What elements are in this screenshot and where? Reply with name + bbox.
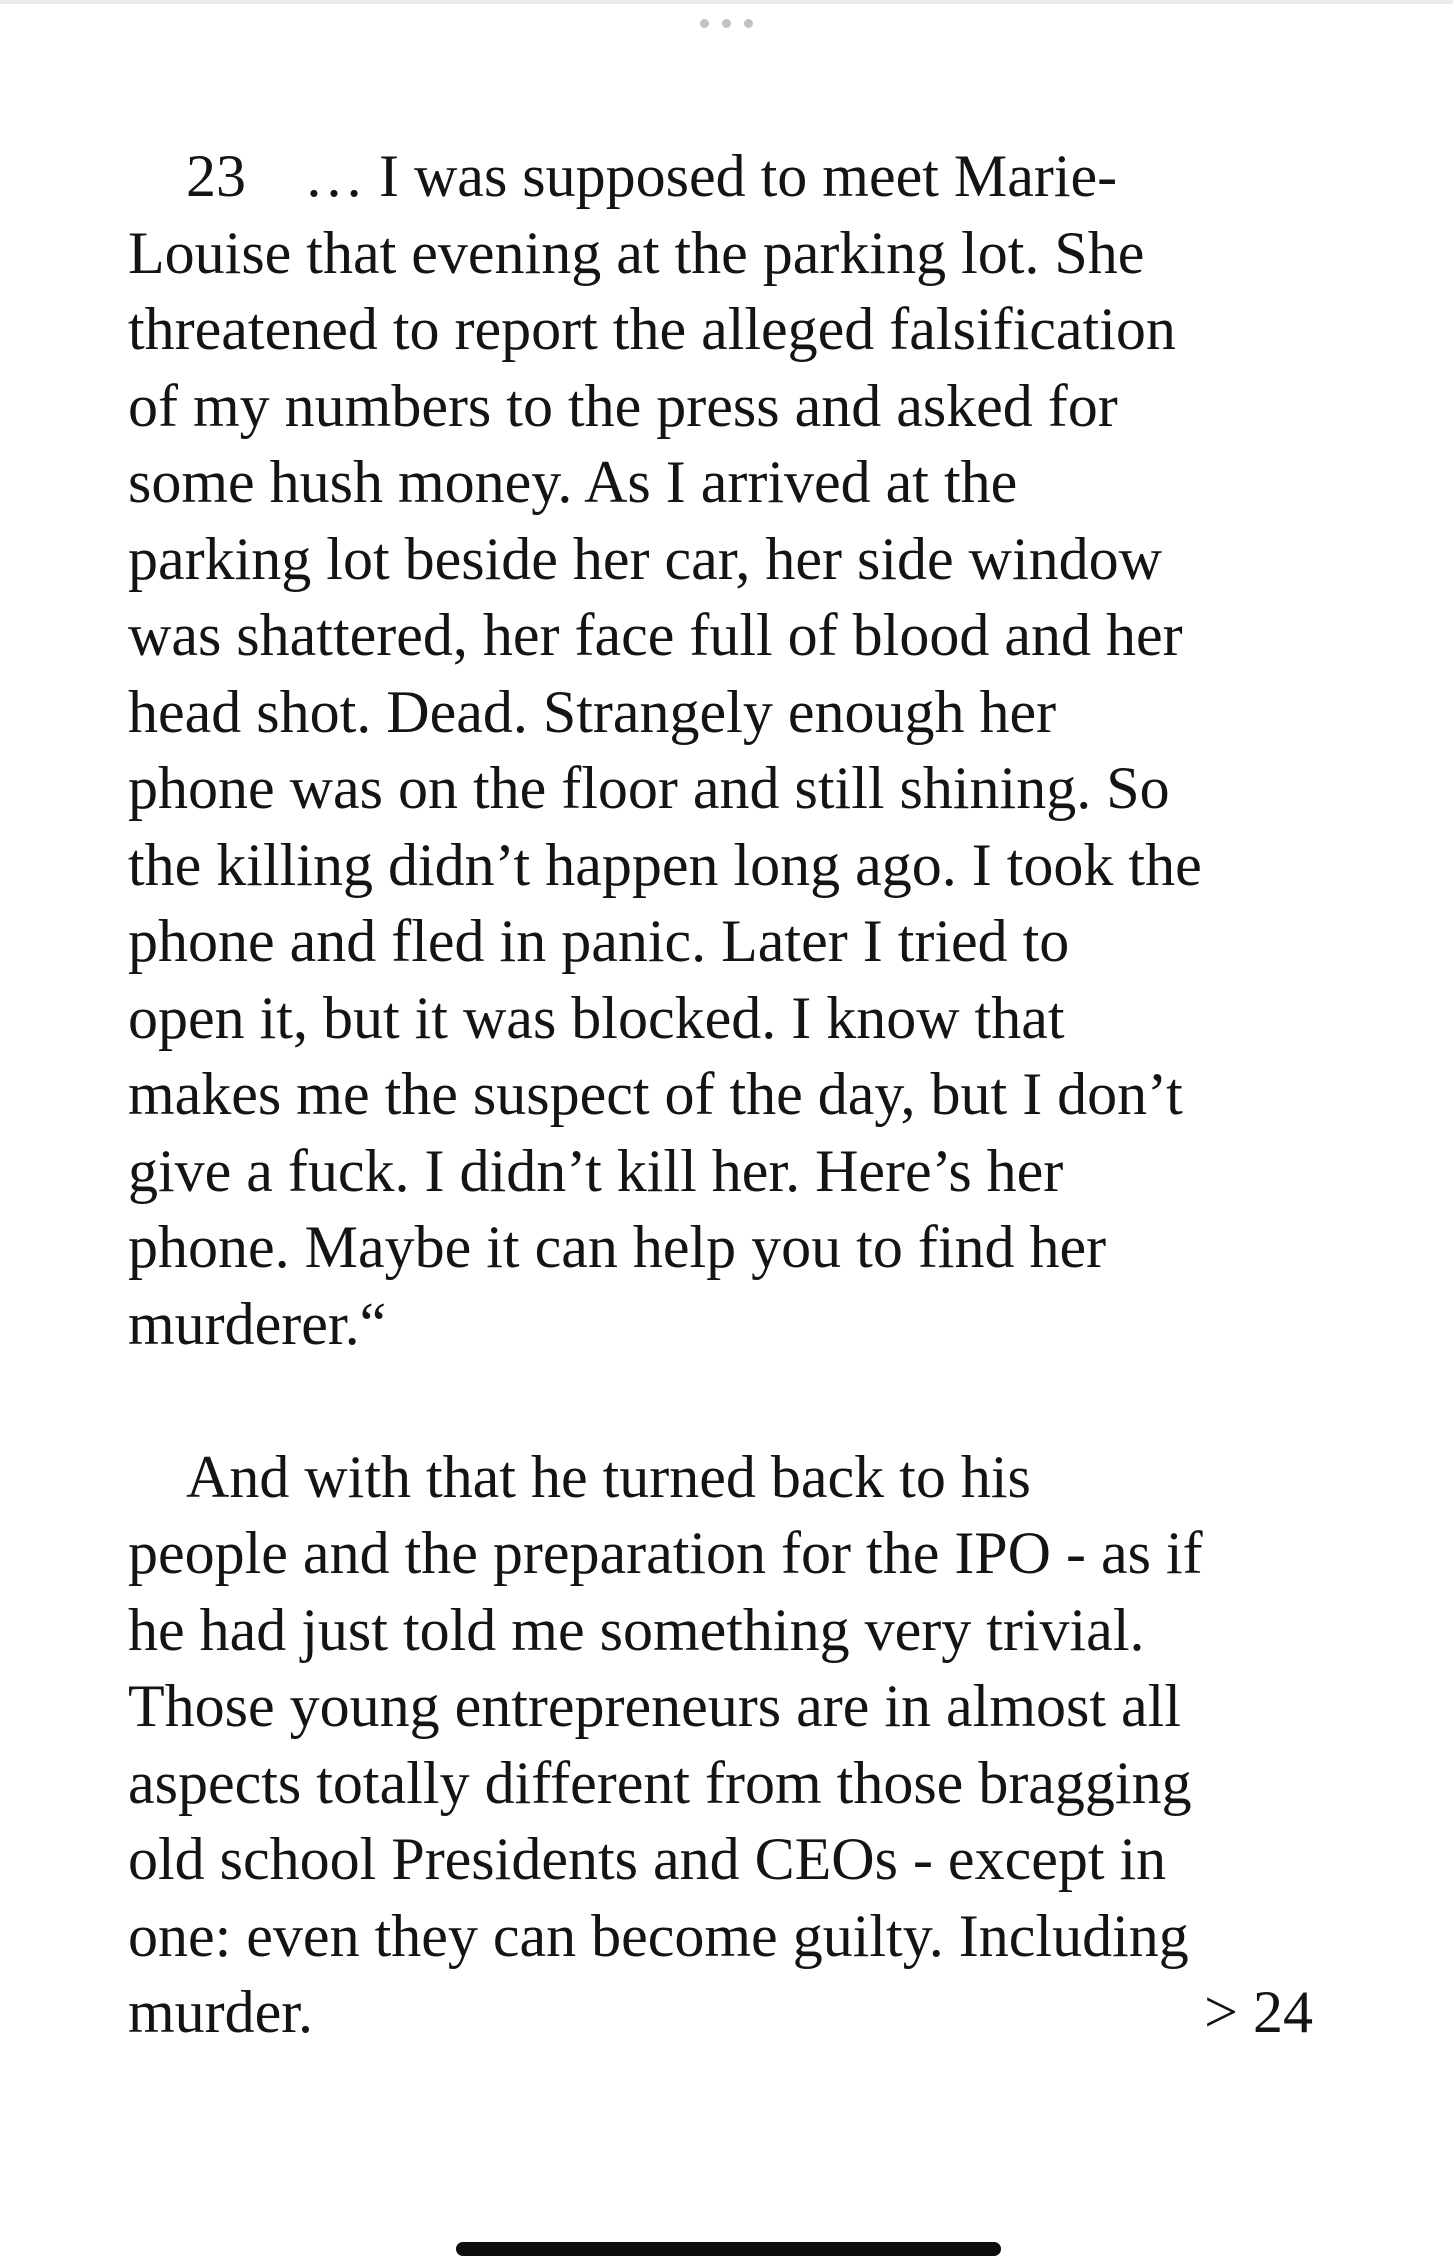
paragraph-1-line-1: … I was supposed to meet Marie- <box>304 143 1118 209</box>
more-options-icon[interactable] <box>700 16 753 30</box>
paragraph-2-line-2: people and the preparation for the IPO - as if <box>128 1520 1203 1586</box>
paragraph-1-line-3: threatened to report the alleged falsification <box>128 296 1176 362</box>
paragraph-1-line-5: some hush money. As I arrived at the <box>128 449 1018 515</box>
page-number: 23 <box>186 143 246 209</box>
paragraph-1-line-11: phone and fled in panic. Later I tried to <box>128 908 1070 974</box>
reader-page <box>128 138 1328 2051</box>
paragraph-1-line-7: was shattered, her face full of blood and her <box>128 602 1183 668</box>
paragraph-2-line-3: he had just told me something very trivial. <box>128 1596 1145 1663</box>
paragraph-1-line-2: Louise that evening at the parking lot. She <box>128 219 1145 286</box>
text-line <box>128 1974 1313 2051</box>
paragraph-1-line-9: phone was on the floor and still shining. So <box>128 755 1170 821</box>
next-page-link[interactable]: > 24 <box>1204 1979 1313 2045</box>
home-indicator[interactable] <box>456 2242 1001 2256</box>
paragraph-2-line-4: Those young entrepreneurs are in almost all <box>128 1673 1181 1739</box>
paragraph-1-line-8: head shot. Dead. Strangely enough her <box>128 678 1057 745</box>
paragraph-1-line-14: give a fuck. I didn’t kill her. Here’s her <box>128 1137 1064 1204</box>
dot <box>700 19 709 28</box>
paragraph-1-line-15: phone. Maybe it can help you to find her <box>128 1214 1107 1280</box>
top-divider <box>0 0 1453 4</box>
paragraph-2-line-8: murder. <box>128 1979 313 2045</box>
dot <box>722 19 731 28</box>
paragraph-1-line-6: parking lot beside her car, her side window <box>128 525 1162 592</box>
paragraph-2-line-7: one: even they can become guilty. Including <box>128 1902 1189 1969</box>
paragraph-spacer <box>128 1362 1328 1439</box>
paragraph-1-line-13: makes me the suspect of the day, but I don’t <box>128 1061 1183 1127</box>
paragraph-2-line-6: old school Presidents and CEOs - except in <box>128 1826 1167 1892</box>
paragraph-1-line-10: the killing didn’t happen long ago. I took the <box>128 831 1202 898</box>
paragraph-1-line-4: of my numbers to the press and asked for <box>128 372 1118 439</box>
dot <box>744 19 753 28</box>
paragraph-1-line-12: open it, but it was blocked. I know that <box>128 984 1065 1051</box>
paragraph-2-line-5: aspects totally different from those bragging <box>128 1749 1192 1816</box>
paragraph-2-line-1: And with that he turned back to his <box>186 1443 1031 1510</box>
paragraph-1-line-16: murderer.“ <box>128 1290 387 1357</box>
text-line <box>128 138 1328 215</box>
